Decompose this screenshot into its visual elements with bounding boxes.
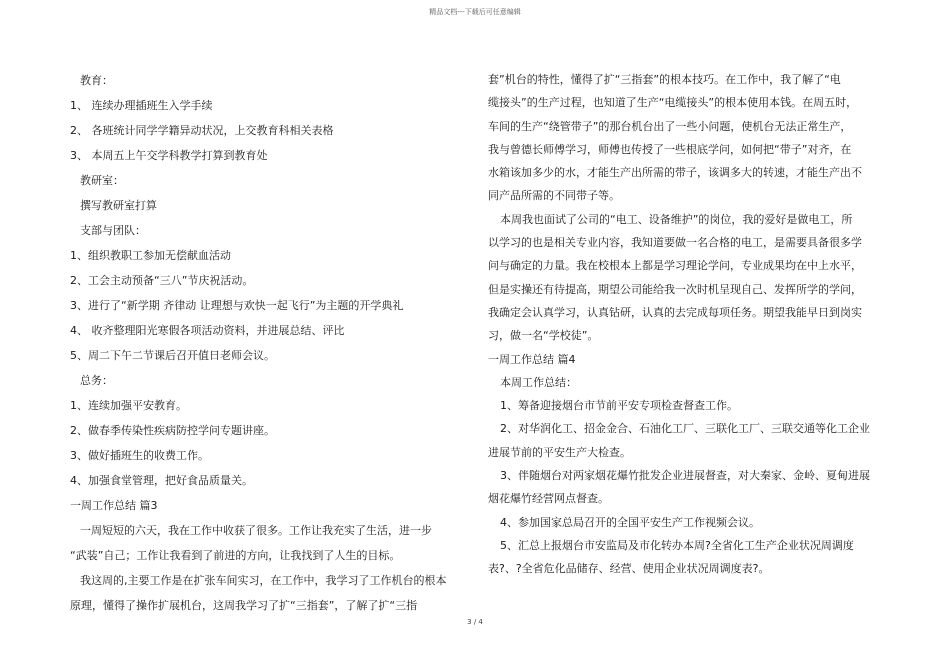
- text-line: 车间的生产“绕管带子”的那台机台出了一些小问题，使机台无法正常生产，: [488, 119, 852, 133]
- page-number: 3 / 4: [467, 618, 483, 626]
- text-line: 2、 各班统计同学学籍异动状况，上交教育科相关表格: [70, 124, 334, 137]
- text-line: 4、 收齐整理阳光寒假各项活动资料，并进展总结、评比: [70, 324, 345, 337]
- text-line: 4、参加国家总局召开的全国平安生产工作视频会议。: [500, 515, 760, 529]
- text-line: 以学习的也是相关专业内容，我知道要做一名合格的电工，是需要具备很多学: [488, 236, 862, 250]
- text-line: 5、周二下午二节课后召开值日老师会议。: [70, 349, 275, 362]
- text-line: 3、伴随烟台对两家烟花爆竹批发企业进展督查，对大秦家、金岭、夏甸进展: [500, 469, 870, 483]
- text-line: 1、连续加强平安教育。: [70, 399, 187, 412]
- text-line: 一周工作总结 篇4: [488, 352, 576, 366]
- text-line: 习，做一名“学校徒”。: [488, 329, 599, 343]
- text-line: 教研室：: [80, 174, 124, 187]
- text-line: 总务：: [80, 374, 113, 387]
- text-line: 同产品所需的不同带子等。: [488, 189, 620, 203]
- text-line: “武装”自己；工作让我看到了前进的方向，让我找到了人生的目标。: [70, 549, 401, 562]
- text-line: 本周工作总结：: [500, 375, 577, 389]
- text-line: 水箱该加多少的水，才能生产出所需的带子，该调多大的转速，才能生产出不: [488, 166, 862, 180]
- right-column: [488, 68, 888, 581]
- text-line: 教育：: [80, 74, 113, 87]
- text-line: 支部与团队：: [80, 224, 146, 237]
- left-column: [70, 68, 470, 618]
- text-line: 4、加强食堂管理，把好食品质量关。: [70, 474, 253, 487]
- text-line: 我确定会认真学习，认真钻研，认真的去完成每项任务。期望我能早日到岗实: [488, 305, 862, 319]
- page-header: 精品文档---下载后可任意编辑: [429, 8, 521, 16]
- text-line: 我与曾德长师傅学习，师傅也传授了一些根底学问，如何把“带子”对齐，在: [488, 142, 852, 156]
- text-line: 2、对华润化工、招金金合、石油化工厂、三联化工厂、三联交通等化工企业: [500, 422, 870, 436]
- text-line: 进展节前的平安生产大检查。: [488, 445, 631, 459]
- text-line: 2、工会主动预备“三八”节庆祝活动。: [70, 274, 254, 287]
- text-line: 3、进行了“新学期 齐律动 让理想与欢快一起飞行”为主题的开学典礼: [70, 299, 404, 312]
- text-line: 问与确定的力量。我在校根本上都是学习理论学问，专业成果均在中上水平，: [488, 259, 862, 273]
- text-line: 5、汇总上报烟台市安监局及市化转办本周?全省化工生产企业状况周调度: [500, 538, 854, 552]
- text-line: 我这周的,主要工作是在扩张车间实习，在工作中，我学习了工作机台的根本: [80, 574, 447, 587]
- text-line: 1、筹备迎接烟台市节前平安专项检查督查工作。: [500, 399, 738, 413]
- text-line: 套”机台的特性，懂得了扩“三指套”的根本技巧。在工作中，我了解了“电: [488, 73, 841, 86]
- text-line: 本周我也面试了公司的“电工、设备维护”的岗位，我的爱好是做电工，所: [500, 212, 853, 226]
- text-line: 原理，懂得了操作扩展机台，这周我学习了扩“三指套”，了解了扩“三指: [70, 599, 418, 612]
- text-line: 但是实操还有待提高，期望公司能给我一次时机呈现自己、发挥所学的学问，: [488, 282, 862, 296]
- text-line: 烟花爆竹经营网点督查。: [488, 492, 609, 506]
- text-line: 1、 连续办理插班生入学手续: [70, 99, 213, 112]
- text-line: 表?、?全省危化品储存、经营、使用企业状况周调度表?。: [488, 562, 770, 576]
- text-line: 2、做春季传染性疾病防控学问专题讲座。: [70, 424, 275, 437]
- text-line: 3、 本周五上午交学科教学打算到教育处: [70, 149, 268, 162]
- text-line: 一周工作总结 篇3: [70, 499, 158, 512]
- text-line: 撰写教研室打算: [80, 199, 157, 212]
- text-line: 一周短短的六天，我在工作中收获了很多。工作让我充实了生活，进一步: [80, 524, 432, 537]
- text-line: 3、做好插班生的收费工作。: [70, 449, 209, 462]
- text-line: 缆接头”的生产过程，也知道了生产“电缆接头”的根本使用本钱。在周五时，: [488, 96, 858, 110]
- text-line: 1、组织教职工参加无偿献血活动: [70, 249, 231, 262]
